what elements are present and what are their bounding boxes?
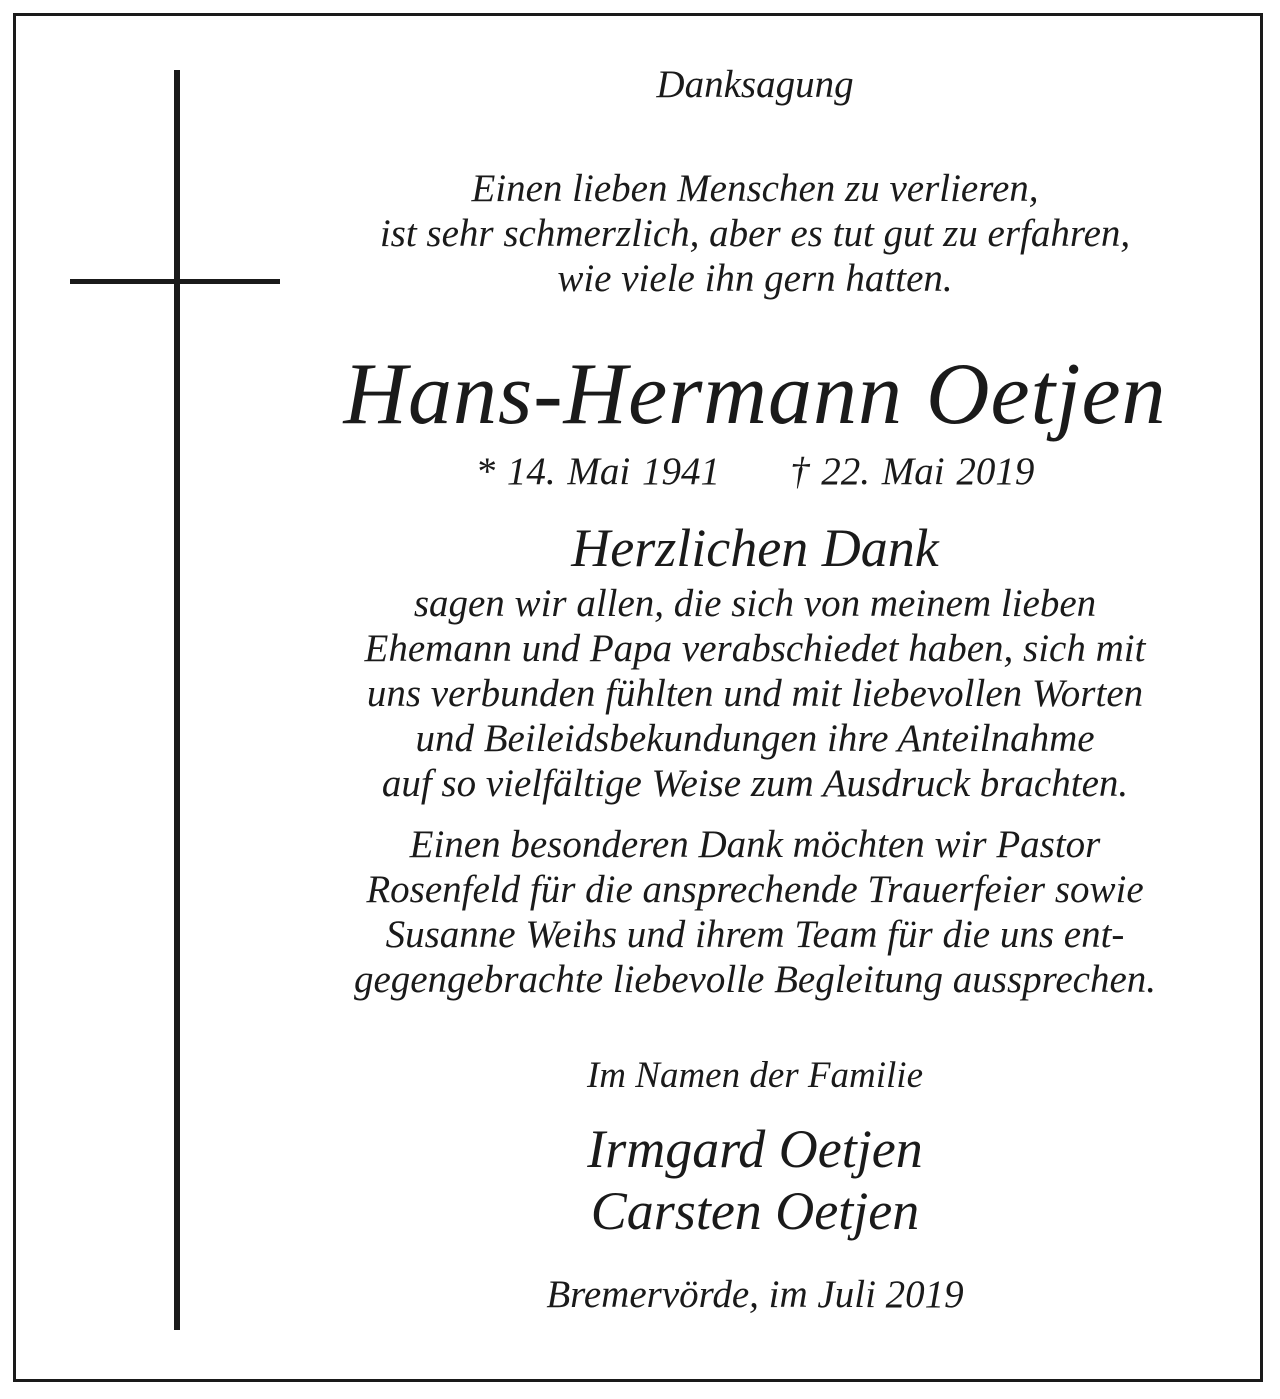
place-date: Bremervörde, im Juli 2019 bbox=[546, 1273, 964, 1316]
family-intro: Im Namen der Familie bbox=[586, 1055, 924, 1096]
life-dates bbox=[290, 447, 1220, 497]
paragraph-line: sagen wir allen, die sich von meinem lieben bbox=[413, 582, 1097, 625]
cross-horizontal-bar bbox=[70, 279, 280, 284]
special-thanks-paragraph bbox=[290, 822, 1220, 1002]
paragraph-line: Einen besonderen Dank möchten wir Pastor bbox=[409, 823, 1101, 866]
signatory-name: Irmgard Oetjen bbox=[587, 1119, 923, 1179]
signatory-name: Carsten Oetjen bbox=[590, 1181, 920, 1241]
intro-line: wie viele ihn gern hatten. bbox=[557, 257, 953, 300]
notice-content bbox=[290, 60, 1220, 1320]
thanks-paragraph bbox=[290, 581, 1220, 806]
paragraph-line: und Beileidsbekundungen ihre Anteilnahme bbox=[415, 717, 1095, 760]
intro-line: Einen lieben Menschen zu verlieren, bbox=[471, 167, 1039, 210]
thanks-title: Herzlichen Dank bbox=[571, 518, 939, 578]
paragraph-line: gegengebrachte liebevolle Begleitung aussprechen. bbox=[353, 958, 1157, 1001]
intro-line: ist sehr schmerzlich, aber es tut gut zu erfahren, bbox=[379, 212, 1131, 255]
cross-vertical-bar bbox=[174, 70, 180, 1330]
death-date: † 22. Mai 2019 bbox=[790, 450, 1035, 493]
paragraph-line: Ehemann und Papa verabschiedet haben, sich mit bbox=[364, 627, 1146, 670]
notice-heading: Danksagung bbox=[656, 63, 854, 106]
signatories bbox=[290, 1118, 1220, 1242]
paragraph-line: auf so vielfältige Weise zum Ausdruck brachten. bbox=[381, 762, 1129, 805]
paragraph-line: uns verbunden fühlten und mit liebevollen Worten bbox=[366, 672, 1144, 715]
paragraph-line: Susanne Weihs und ihrem Team für die uns ent- bbox=[385, 913, 1125, 956]
deceased-name: Hans-Hermann Oetjen bbox=[343, 346, 1167, 443]
birth-date: * 14. Mai 1941 bbox=[475, 450, 720, 493]
paragraph-line: Rosenfeld für die ansprechende Trauerfeier sowie bbox=[366, 868, 1144, 911]
intro-quote bbox=[290, 166, 1220, 301]
